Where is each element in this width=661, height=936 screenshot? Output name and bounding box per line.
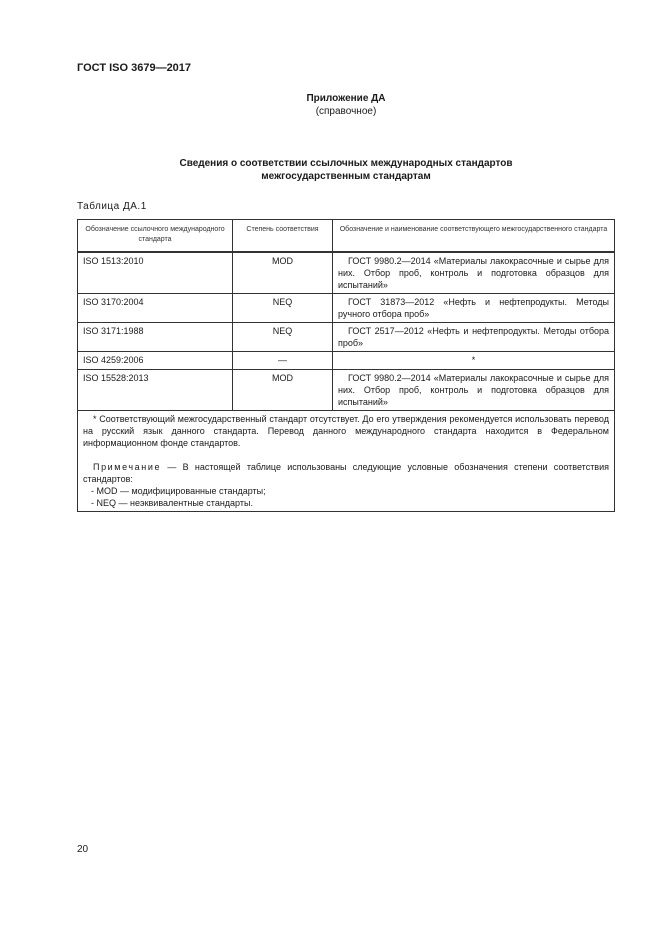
cell-degree: NEQ [233,323,333,352]
table-row [78,252,615,294]
footnote: * Соответствующий межгосударственный стандарт отсутствует. До его утверждения рекомендуется использовать перевод на русский язык данного стандарта. Перевод данного международного стандарта находится в Федеральном информационном фонде стандартов. [83,414,609,448]
note-label: Примечание [93,462,162,472]
table-caption: Таблица ДА.1 [77,201,147,212]
cell-iso: ISO 3171:1988 [78,323,233,352]
cell-gost: ГОСТ 31873—2012 «Нефть и нефтепродукты. Методы ручного отбора проб» [333,294,615,323]
correspondence-table [77,219,615,512]
appendix-header [0,92,661,118]
cell-gost: ГОСТ 9980.2—2014 «Материалы лакокрасочные и сырье для них. Отбор проб, контроль и подготовка образцов для испытаний» [333,252,615,294]
cell-iso: ISO 3170:2004 [78,294,233,323]
appendix-title: Приложение ДА [306,93,386,104]
cell-gost: * [333,352,615,370]
table-footer [78,411,615,512]
page-number: 20 [77,844,89,855]
cell-gost: ГОСТ 9980.2—2014 «Материалы лакокрасочные и сырье для них. Отбор проб, контроль и подготовка образцов для испытаний» [333,370,615,411]
legend-item-neq: - NEQ — неэквивалентные стандарты. [91,498,253,508]
appendix-subtitle: (справочное) [315,106,377,117]
table-row [78,370,615,411]
table-header-row [78,220,615,253]
header-gost: Обозначение и наименование соответствующего межгосударственного стандарта [333,220,615,253]
cell-degree: MOD [233,370,333,411]
document-code: ГОСТ ISO 3679—2017 [77,62,192,74]
table-footer-row [78,411,615,512]
note [83,461,609,485]
header-iso: Обозначение ссылочного международного стандарта [78,220,233,253]
section-heading [0,157,661,183]
cell-gost: ГОСТ 2517—2012 «Нефть и нефтепродукты. Методы отбора проб» [333,323,615,352]
legend-item-mod: - MOD — модифицированные стандарты; [91,486,266,496]
cell-iso: ISO 4259:2006 [78,352,233,370]
table-row [78,294,615,323]
table-row [78,352,615,370]
cell-iso: ISO 1513:2010 [78,252,233,294]
cell-degree: NEQ [233,294,333,323]
note-text: — В настоящей таблице использованы следующие условные обозначения степени соответствия стандартов: [83,462,609,484]
table-row [78,323,615,352]
header-degree: Степень соответствия [233,220,333,253]
cell-degree: — [233,352,333,370]
section-heading-line-2: межгосударственным стандартам [261,171,431,182]
cell-degree: MOD [233,252,333,294]
cell-iso: ISO 15528:2013 [78,370,233,411]
section-heading-line-1: Сведения о соответствии ссылочных международных стандартов [179,158,513,169]
